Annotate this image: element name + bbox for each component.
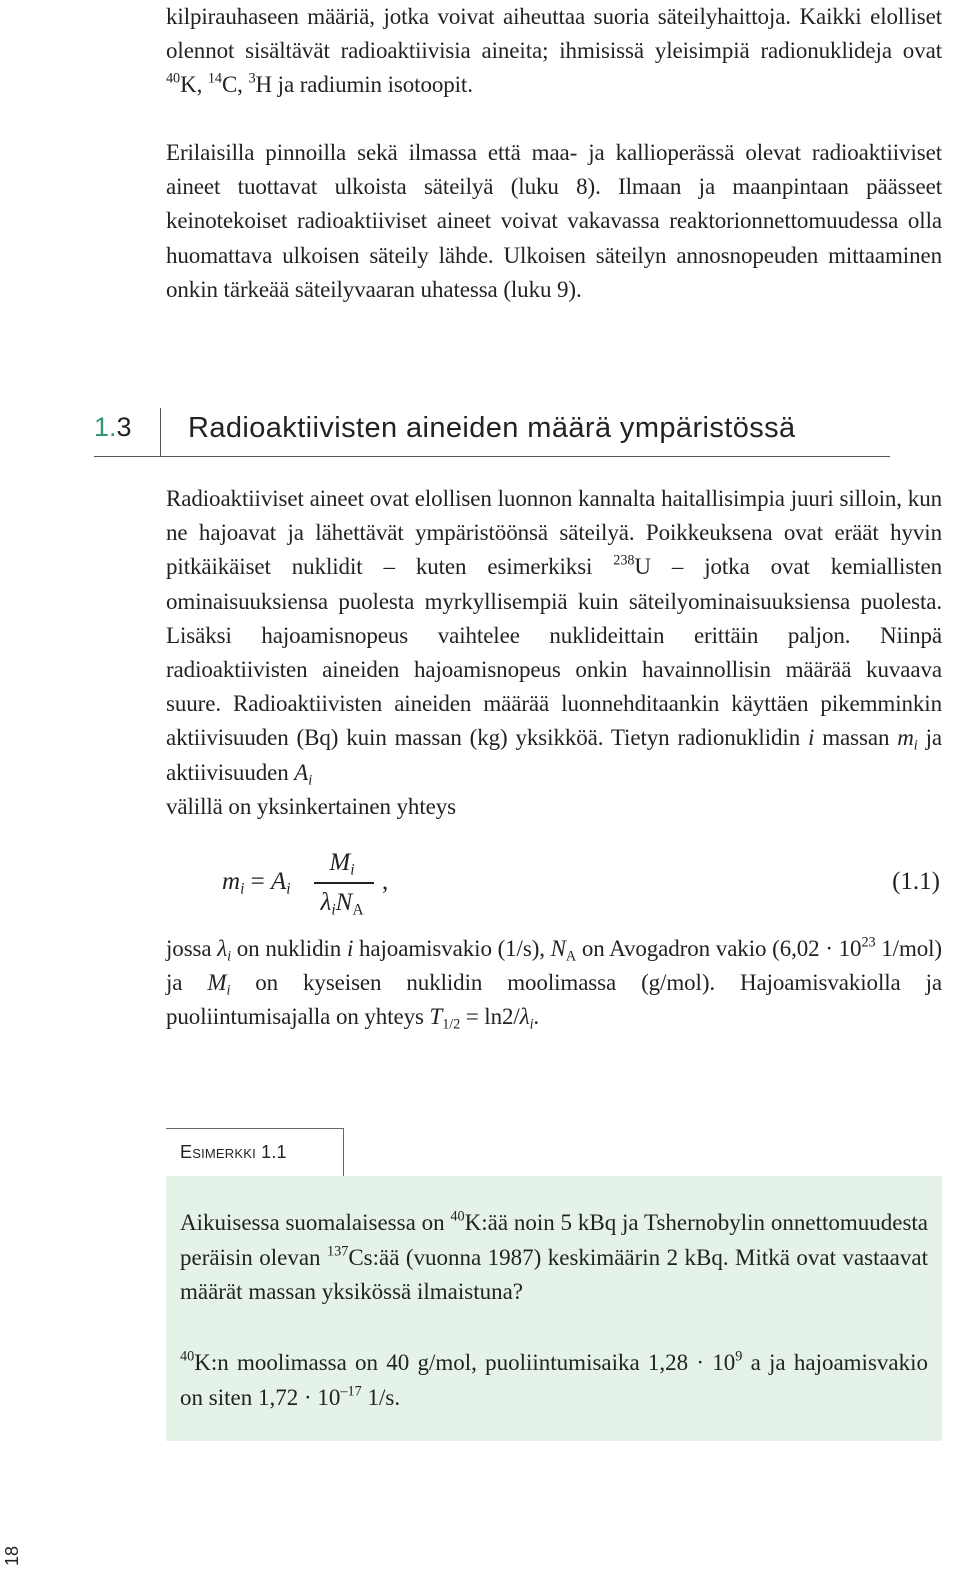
para3-text-3: massan xyxy=(814,725,898,751)
h-mass-number: 3 xyxy=(248,71,256,88)
sub-i: i xyxy=(913,737,918,754)
eq-sub-i: i xyxy=(350,861,355,879)
eq-m: m xyxy=(222,868,241,895)
para4-text-8: . xyxy=(533,1004,540,1030)
k-symbol: K, xyxy=(180,72,208,98)
section-title: Radioaktiivisten aineiden määrä ympäristössä xyxy=(188,412,796,444)
var-lambda: λ xyxy=(217,936,228,961)
section-number xyxy=(94,412,132,443)
var-i: i xyxy=(346,936,354,961)
equation-comma: , xyxy=(382,868,389,895)
para2-text: Erilaisilla pinnoilla sekä ilmassa että maa- ja kallioperässä olevat radioaktiiviset aineet tuottavat ulkoista säteilyä (luku 8). Ilmaan ja maanpintaan päässeet keinotekoiset radioaktiiviset aineet voivat vakavassa reaktorionnettomuudessa olla huomattava ulkoisen säteily lähde. Ulkoisen säteilyn annosnopeuden mittaaminen onkin tärkeää säteilyvaaran uhatessa (luku 9). xyxy=(166,140,942,302)
exponent-23: 23 xyxy=(861,934,876,951)
equation-fraction xyxy=(314,846,370,918)
eq-N: N xyxy=(335,888,353,916)
eq-sub-A: A xyxy=(352,901,364,919)
eq-sub-i: i xyxy=(331,901,336,919)
sub-i: i xyxy=(529,1016,534,1033)
example-question xyxy=(180,1206,928,1310)
example-a-text-1: K:n moolimassa on 40 g/mol, puoliintumisaika 1,28 · 10 xyxy=(194,1350,736,1375)
para3-text-5: välillä on yksinkertainen yhteys xyxy=(166,793,456,819)
sub-i: i xyxy=(308,771,313,788)
paragraph-1 xyxy=(166,0,942,103)
eq-sub-i: i xyxy=(286,880,291,898)
para4-text-3: hajoamisvakio (1/s), xyxy=(353,936,551,961)
eq-lambda: λ xyxy=(320,888,332,916)
eq-sub-i: i xyxy=(240,880,245,898)
var-lambda: λ xyxy=(519,1004,530,1030)
exponent-minus-17: –17 xyxy=(340,1383,362,1400)
para4-text-5: 1/mol) ja xyxy=(166,936,942,996)
para4-text-7: = ln2/ xyxy=(460,1004,520,1030)
k-mass-number: 40 xyxy=(180,1348,195,1365)
paragraph-3 xyxy=(166,482,942,824)
sub-A: A xyxy=(565,948,577,965)
var-N: N xyxy=(550,936,566,961)
k-mass-number: 40 xyxy=(450,1208,465,1225)
section-number-minor: 3 xyxy=(116,412,132,442)
var-m: m xyxy=(897,725,914,751)
example-box xyxy=(166,1176,942,1441)
var-M: M xyxy=(207,970,227,996)
para4-text-1: jossa xyxy=(166,936,218,961)
sub-i: i xyxy=(227,948,231,965)
example-q-text-1: Aikuisessa suomalaisessa on xyxy=(180,1210,451,1235)
equation-label: (1.1) xyxy=(892,868,940,895)
example-answer xyxy=(180,1346,928,1415)
var-A: A xyxy=(294,759,309,785)
example-a-text-3: 1/s. xyxy=(361,1384,401,1410)
equation-lhs xyxy=(222,868,291,896)
paragraph-4 xyxy=(166,932,942,1035)
equation-1-1 xyxy=(222,846,942,926)
para3-text-1: Radioaktiiviset aineet ovat elollisen luonnon kannalta haitallisimpia juuri silloin, kun ne hajoavat ja lähettävät ympäristöönsä säteilyä. Poikkeuksena ovat eräät hyvin pitkäikäiset nuklidit – kuten esimerkiksi xyxy=(166,486,942,580)
sub-i: i xyxy=(226,982,231,999)
para4-text-4: on Avogadron vakio (6,02 · 10 xyxy=(576,936,862,961)
fraction-numerator xyxy=(314,846,370,880)
exponent-9: 9 xyxy=(735,1348,743,1365)
var-T: T xyxy=(429,1004,443,1030)
para3-text-2: U – jotka ovat kemiallisten ominaisuuksiensa puolesta myrkyllisempiä kuin säteilyominaisuuksiensa puolesta. Lisäksi hajoamisnopeus vaihtelee nuklideittain erittäin paljon. Niinpä radioaktiivisten aineiden hajoamisnopeus onkin havainnollisin määrää kuvaava suure. Radioaktiivisten aineiden määrää luonnehditaankin käyttäen pikemminkin aktiivisuuden (Bq) kuin massan (kg) yksikköä. Tietyn radionuklidin xyxy=(166,554,942,751)
para3-text-4: ja aktiivisuuden xyxy=(166,725,942,785)
section-number-major: 1. xyxy=(94,412,117,442)
page-number: 18 xyxy=(2,1546,22,1567)
section-divider xyxy=(160,408,161,456)
example-tab xyxy=(166,1128,344,1176)
para1-text-end: H ja radiumin isotoopit. xyxy=(255,72,473,98)
fraction-bar xyxy=(314,882,374,884)
para4-text-2: on nuklidin xyxy=(231,936,347,961)
c-symbol: C, xyxy=(221,72,249,98)
eq-equals: = xyxy=(244,868,271,895)
example-q-text-3: Cs:ää (vuonna 1987) keskimäärin 2 kBq. Mitkä ovat vastaavat määrät massan yksikössä ilmaistuna? xyxy=(180,1244,928,1304)
var-i: i xyxy=(808,725,815,751)
u-mass-number: 238 xyxy=(613,553,635,570)
example-label: Esimerkki 1.1 xyxy=(180,1142,287,1162)
eq-A: A xyxy=(270,868,287,895)
cs-mass-number: 137 xyxy=(326,1243,349,1260)
sub-half: 1/2 xyxy=(442,1016,461,1033)
section-rule xyxy=(94,456,890,457)
fraction-denominator xyxy=(314,888,370,918)
k-mass-number: 40 xyxy=(166,71,181,88)
c-mass-number: 14 xyxy=(207,71,222,88)
para4-text-6: on kyseisen nuklidin moolimassa (g/mol). Hajoamisvakiolla ja puoliintumisajalla on yhteys xyxy=(166,970,942,1030)
example-a-text-2: a ja hajoamisvakio on siten 1,72 · 10 xyxy=(180,1350,928,1410)
para1-text: kilpirauhaseen määriä, jotka voivat aiheuttaa suoria säteilyhaittoja. Kaikki elolliset olennot sisältävät radioaktiivisia aineita; ihmisissä yleisimpiä radionuklideja ovat xyxy=(166,4,942,64)
eq-M: M xyxy=(329,849,351,876)
paragraph-2 xyxy=(166,136,942,307)
example-q-text-2: K:ää noin 5 kBq ja Tshernobylin onnettomuudesta peräisin olevan xyxy=(180,1210,928,1270)
